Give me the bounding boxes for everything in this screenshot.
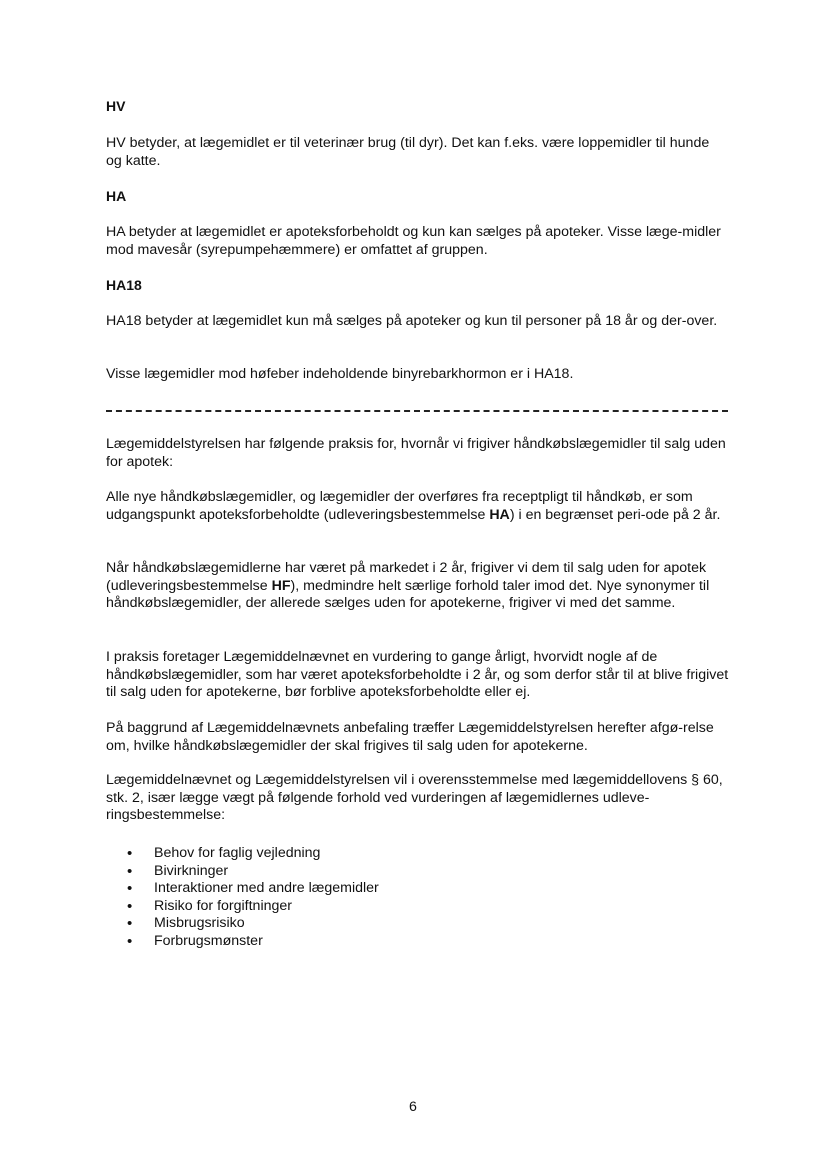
- heading-ha18: HA18: [106, 277, 142, 293]
- page-number: 6: [409, 1099, 417, 1115]
- list-item: • Bivirkninger: [106, 863, 736, 881]
- list-item: • Risiko for forgiftninger: [106, 898, 736, 916]
- paragraph-vurdering: I praksis foretager Lægemiddelnævnet en vurdering to gange årligt, hvorvidt nogle af de håndkøbslægemidler, som har været apoteksforbeholdte i 2 år, og som derfor står til at blive frigivet til salg uden for apotekerne, bør forblive apoteksforbeholdte eller ej.: [106, 649, 729, 700]
- paragraph-hv: HV betyder, at lægemidlet er til veterinær brug (til dyr). Det kan f.eks. være loppemidler til hunde og katte.: [106, 135, 710, 169]
- heading-hv: HV: [106, 98, 126, 114]
- dashed-divider: [106, 410, 728, 412]
- hf-code: HF: [271, 577, 291, 594]
- paragraph-praksis-intro: Lægemiddelstyrelsen har følgende praksis for, hvornår vi frigiver håndkøbslægemidler til salg uden for apotek:: [106, 436, 726, 470]
- heading-ha: HA: [106, 188, 127, 204]
- paragraph-ha18: HA18 betyder at lægemidlet kun må sælges på apoteker og kun til personer på 18 år og der-over.: [106, 313, 718, 329]
- ha-code: HA: [489, 506, 510, 523]
- list-item: • Behov for faglig vejledning: [106, 845, 736, 863]
- paragraph-anbefaling: På baggrund af Lægemiddelnævnets anbefaling træffer Lægemiddelstyrelsen herefter afgø-relse om, hvilke håndkøbslægemidler der skal frigives til salg uden for apotekerne.: [106, 720, 714, 754]
- list-item: • Misbrugsrisiko: [106, 915, 736, 933]
- paragraph-ha18-note: Visse lægemidler mod høfeber indeholdende binyrebarkhormon er i HA18.: [106, 366, 574, 382]
- paragraph-apoteksforbeholdt: Alle nye håndkøbslægemidler, og lægemidler der overføres fra receptpligt til håndkøb, er som udgangspunkt apoteksforbeholdte (udleveringsbestemmelse HA) i en begrænset peri-ode på 2 år.: [106, 489, 721, 523]
- list-item: • Interaktioner med andre lægemidler: [106, 880, 736, 898]
- paragraph-forhold: Lægemiddelnævnet og Lægemiddelstyrelsen vil i overensstemmelse med lægemiddellovens § 60, stk. 2, især lægge vægt på følgende forhold ved vurderingen af lægemidlernes udleve-ringsbestemmelse:: [106, 772, 723, 823]
- list-item: • Forbrugsmønster: [106, 933, 736, 951]
- paragraph-ha: HA betyder at lægemidlet er apoteksforbeholdt og kun kan sælges på apoteker. Visse læge-midler mod mavesår (syrepumpehæmmere) er omfattet af gruppen.: [106, 224, 721, 258]
- criteria-list: [106, 845, 736, 950]
- paragraph-frigivelse: Når håndkøbslægemidlerne har været på markedet i 2 år, frigiver vi dem til salg uden for apotek (udleveringsbestemmelse HF), medmindre helt særlige forhold taler imod det. Nye synonymer til håndkøbslægemidler, der allerede sælges uden for apotekerne, frigiver vi med det samme.: [106, 560, 710, 611]
